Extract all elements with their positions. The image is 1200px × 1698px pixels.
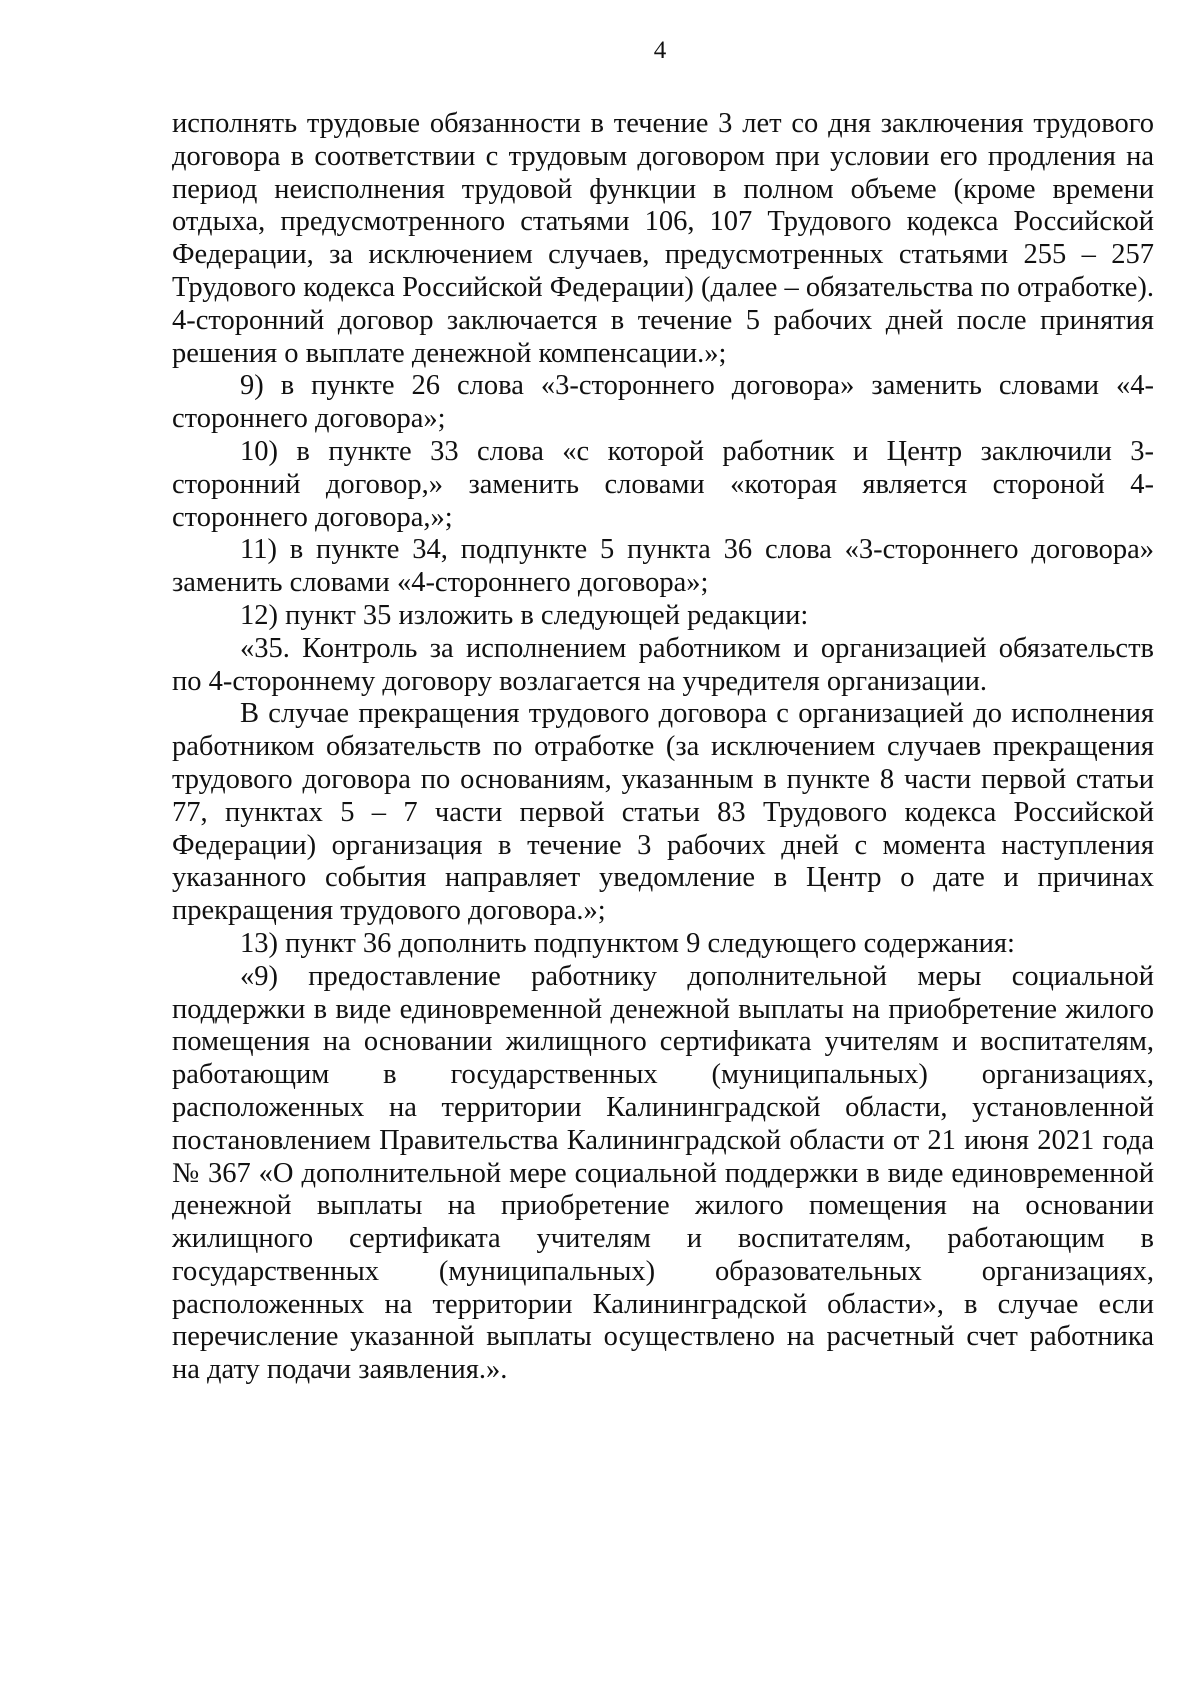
paragraph-continuation: исполнять трудовые обязанности в течение 3 лет со дня заключения трудового договора в соответствии с трудовым договором при условии его продления на период неисполнения трудовой функции в полном объеме (кроме времени отдыха, предусмотренного статьями 106, 107 Трудового кодекса Российской Федерации, за исключением случаев, предусмотренных статьями 255 – 257 Трудового кодекса Российской Федерации) (далее – обязательства по отработке). 4-сторонний договор заключается в течение 5 рабочих дней после принятия решения о выплате денежной компенсации.»; (172, 108, 1154, 369)
page-number: 4 (653, 37, 667, 64)
paragraph-item-9: 9) в пункте 26 слова «3-стороннего договора» заменить словами «4-стороннего договора»; (172, 370, 1154, 435)
paragraph-item-12: 12) пункт 35 изложить в следующей редакции: (240, 599, 809, 631)
paragraph-subitem-9: «9) предоставление работнику дополнительной меры социальной поддержки в виде единовременной денежной выплаты на приобретение жилого помещения на основании жилищного сертификата учителям и воспитателям, работающим в государственных (муниципальных) организациях, расположенных на территории Калининградской области, установленной постановлением Правительства Калининградской области от 21 июня 2021 года № 367 «О дополнительной мере социальной поддержки в виде единовременной денежной выплаты на приобретение жилого помещения на основании жилищного сертификата учителям и воспитателям, работающим в государственных (муниципальных) образовательных организациях, расположенных на территории Калининградской области», в случае если перечисление указанной выплаты осуществлено на расчетный счет работника на дату подачи заявления.». (172, 960, 1154, 1386)
paragraph-item-13: 13) пункт 36 дополнить подпунктом 9 следующего содержания: (240, 927, 1015, 959)
paragraph-clause-35: «35. Контроль за исполнением работником и организацией обязательств по 4-стороннему договору возлагается на учредителя организации. (172, 632, 1154, 697)
document-body (172, 108, 1154, 1387)
paragraph-item-11: 11) в пункте 34, подпункте 5 пункта 36 слова «3-стороннего договора» заменить словами «4-стороннего договора»; (172, 534, 1154, 599)
paragraph-item-10: 10) в пункте 33 слова «с которой работник и Центр заключили 3-сторонний договор,» заменить словами «которая является стороной 4-стороннего договора,»; (172, 435, 1154, 533)
paragraph-termination-case: В случае прекращения трудового договора с организацией до исполнения работником обязательств по отработке (за исключением случаев прекращения трудового договора по основаниям, указанным в пункте 8 части первой статьи 77, пунктах 5 – 7 части первой статьи 83 Трудового кодекса Российской Федерации) организация в течение 3 рабочих дней с момента наступления указанного события направляет уведомление в Центр о дате и причинах прекращения трудового договора.»; (172, 698, 1154, 927)
